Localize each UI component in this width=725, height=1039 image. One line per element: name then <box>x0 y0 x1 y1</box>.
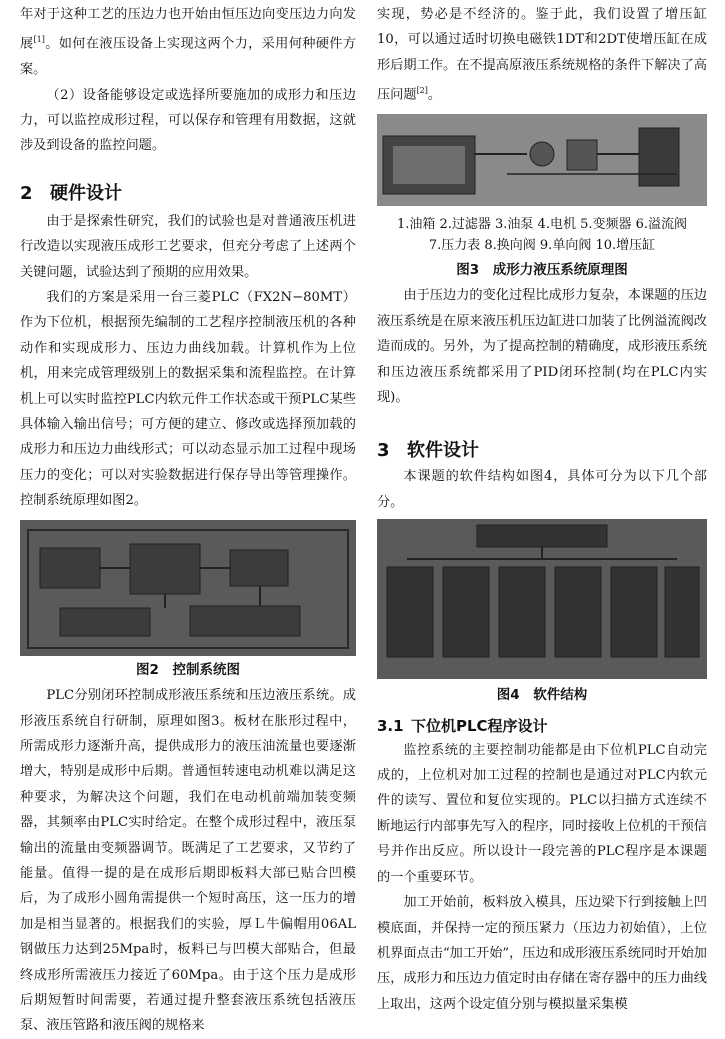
paragraph <box>377 2 707 108</box>
figure-4-image <box>377 519 707 679</box>
paragraph: 我们的方案是采用一台三菱PLC（FX2N−80MT）作为下位机，根据预先编制的工艺程序控制液压机的各种动作和实现成形力、压边力曲线加载。计算机作为上位机，用来完成管理级别上的数据采集和流程监控。在计算机上可以实时监控PLC内软元件工作状态或干预PLC某些具体输入输出信号；可方便的建立、修改或选择预加载的成形力和压边力曲线形式；可以动态显示加工过程中现场压力的变化；可以对实验数据进行保存导出等管理操作。控制系统原理如图2。 <box>20 290 356 509</box>
figure-3-legend-line1: 1.油箱 2.过滤器 3.油泵 4.电机 5.变频器 6.溢流阀 <box>396 217 688 233</box>
paragraph <box>20 2 356 83</box>
figure-3-image <box>377 114 707 206</box>
left-column <box>20 0 356 1039</box>
figure-2-caption: 图2 控制系统图 <box>136 661 240 678</box>
paragraph: （2）设备能够设定或选择所要施加的成形力和压边力，可以监控成形过程，可以保存和管理有用数据，这就涉及到设备的监控问题。 <box>20 87 356 154</box>
paragraph: PLC分别闭环控制成形液压系统和压边液压系统。成形液压系统自行研制，原理如图3。板材在胀形过程中，所需成形力逐渐升高，提供成形力的液压油流量也要逐渐增大，特别是成形中后期。普通恒转速电动机难以满足这种要求，为解决这个问题，我们在电动机前端加装变频器，其频率由PLC实时给定。在整个成形过程中，液压泵输出的流量由变频器调节。既满足了工艺要求，又节约了能量。值得一提的是在成形后期即板料大部已贴合凹模后，为了成形小圆角需提供一个短时高压，这一压力的增加是相当显著的。根据我们的实验，厚Ｌ牛偏帽用06AL钢做压力达到25Mpa时，板料已与凹模大部贴合，但最终成形所需液压力接近了60Mpa。由于这个压力是成形后期短暂时间需要，若通过提升整套液压系统包括液压泵、液压管路和液压阀的规格来 <box>20 688 356 1034</box>
paragraph: 由于压边力的变化过程比成形力复杂，本课题的压边液压系统是在原来液压机压边缸进口加装了比例溢流阀改造而成的。另外，为了提高控制的精确度，成形液压系统和压边液压系统都采用了PID闭环控制(均在PLC内实现)。 <box>377 288 707 406</box>
text: 实现，势必是不经济的。鉴于此，我们设置了增压缸10，可以通过适时切换电磁铁1DT和2DT使增压缸在成形后期工作。在不提高原液压系统规格的条件下解决了高压问题 <box>377 7 707 103</box>
section-number: 3 <box>377 440 390 462</box>
paragraph: 监控系统的主要控制功能都是由下位机PLC自动完成的，上位机对加工过程的控制也是通过对PLC内软元件的读写、置位和复位实现的。PLC以扫描方式连续不断地运行内部事先写入的程序，同时接收上位机的干预信号并作出反应。所以设计一段完善的PLC程序是本课题的一个重要环节。 <box>377 742 707 885</box>
control-system-diagram <box>20 520 356 656</box>
text: 年对于这种工艺的压边力也开始由恒压边向变压边力向发展 <box>20 7 356 52</box>
subsection-heading-3-1 <box>377 715 707 736</box>
citation-ref: [2] <box>416 86 428 96</box>
section-number: 2 <box>20 182 33 204</box>
hydraulic-schematic <box>377 114 707 206</box>
section-title: 硬件设计 <box>50 182 122 204</box>
section-heading-2 <box>20 179 356 205</box>
section-number: 3.1 <box>377 716 404 735</box>
figure-4-caption: 图4 软件结构 <box>496 687 588 704</box>
right-column <box>377 0 707 1017</box>
section-heading-3 <box>377 436 707 462</box>
text: 。如何在液压设备上实现这两个力，采用何种硬件方案。 <box>20 36 357 78</box>
figure-2-image <box>20 520 356 656</box>
text: 。 <box>427 87 442 103</box>
figure-3-caption: 图3 成形力液压系统原理图 <box>456 262 628 279</box>
paragraph: 本课题的软件结构如图4，具体可分为以下几个部分。 <box>377 469 707 510</box>
figure-3-legend-line2: 7.压力表 8.换向阀 9.单向阀 10.增压缸 <box>428 238 656 254</box>
paragraph: 加工开始前，板料放入模具，压边梁下行到接触上凹模底面，并保持一定的预压紧力（压边力初始值），上位机界面点击“加工开始”，压边和成形液压系统同时开始加压，成形力和压边力值定时由存储在寄存器中的压力曲线上取出，这两个设定值分别与模拟量采集模 <box>377 895 707 1012</box>
section-title: 下位机PLC程序设计 <box>411 716 548 735</box>
software-structure-diagram <box>377 519 707 679</box>
section-title: 软件设计 <box>407 440 479 462</box>
paragraph: 由于是探索性研究，我们的试验也是对普通液压机进行改造以实现液压成形工艺要求，但充分考虑了上述两个关键问题，试验达到了预期的应用效果。 <box>20 213 356 280</box>
citation-ref: [1] <box>33 35 45 45</box>
